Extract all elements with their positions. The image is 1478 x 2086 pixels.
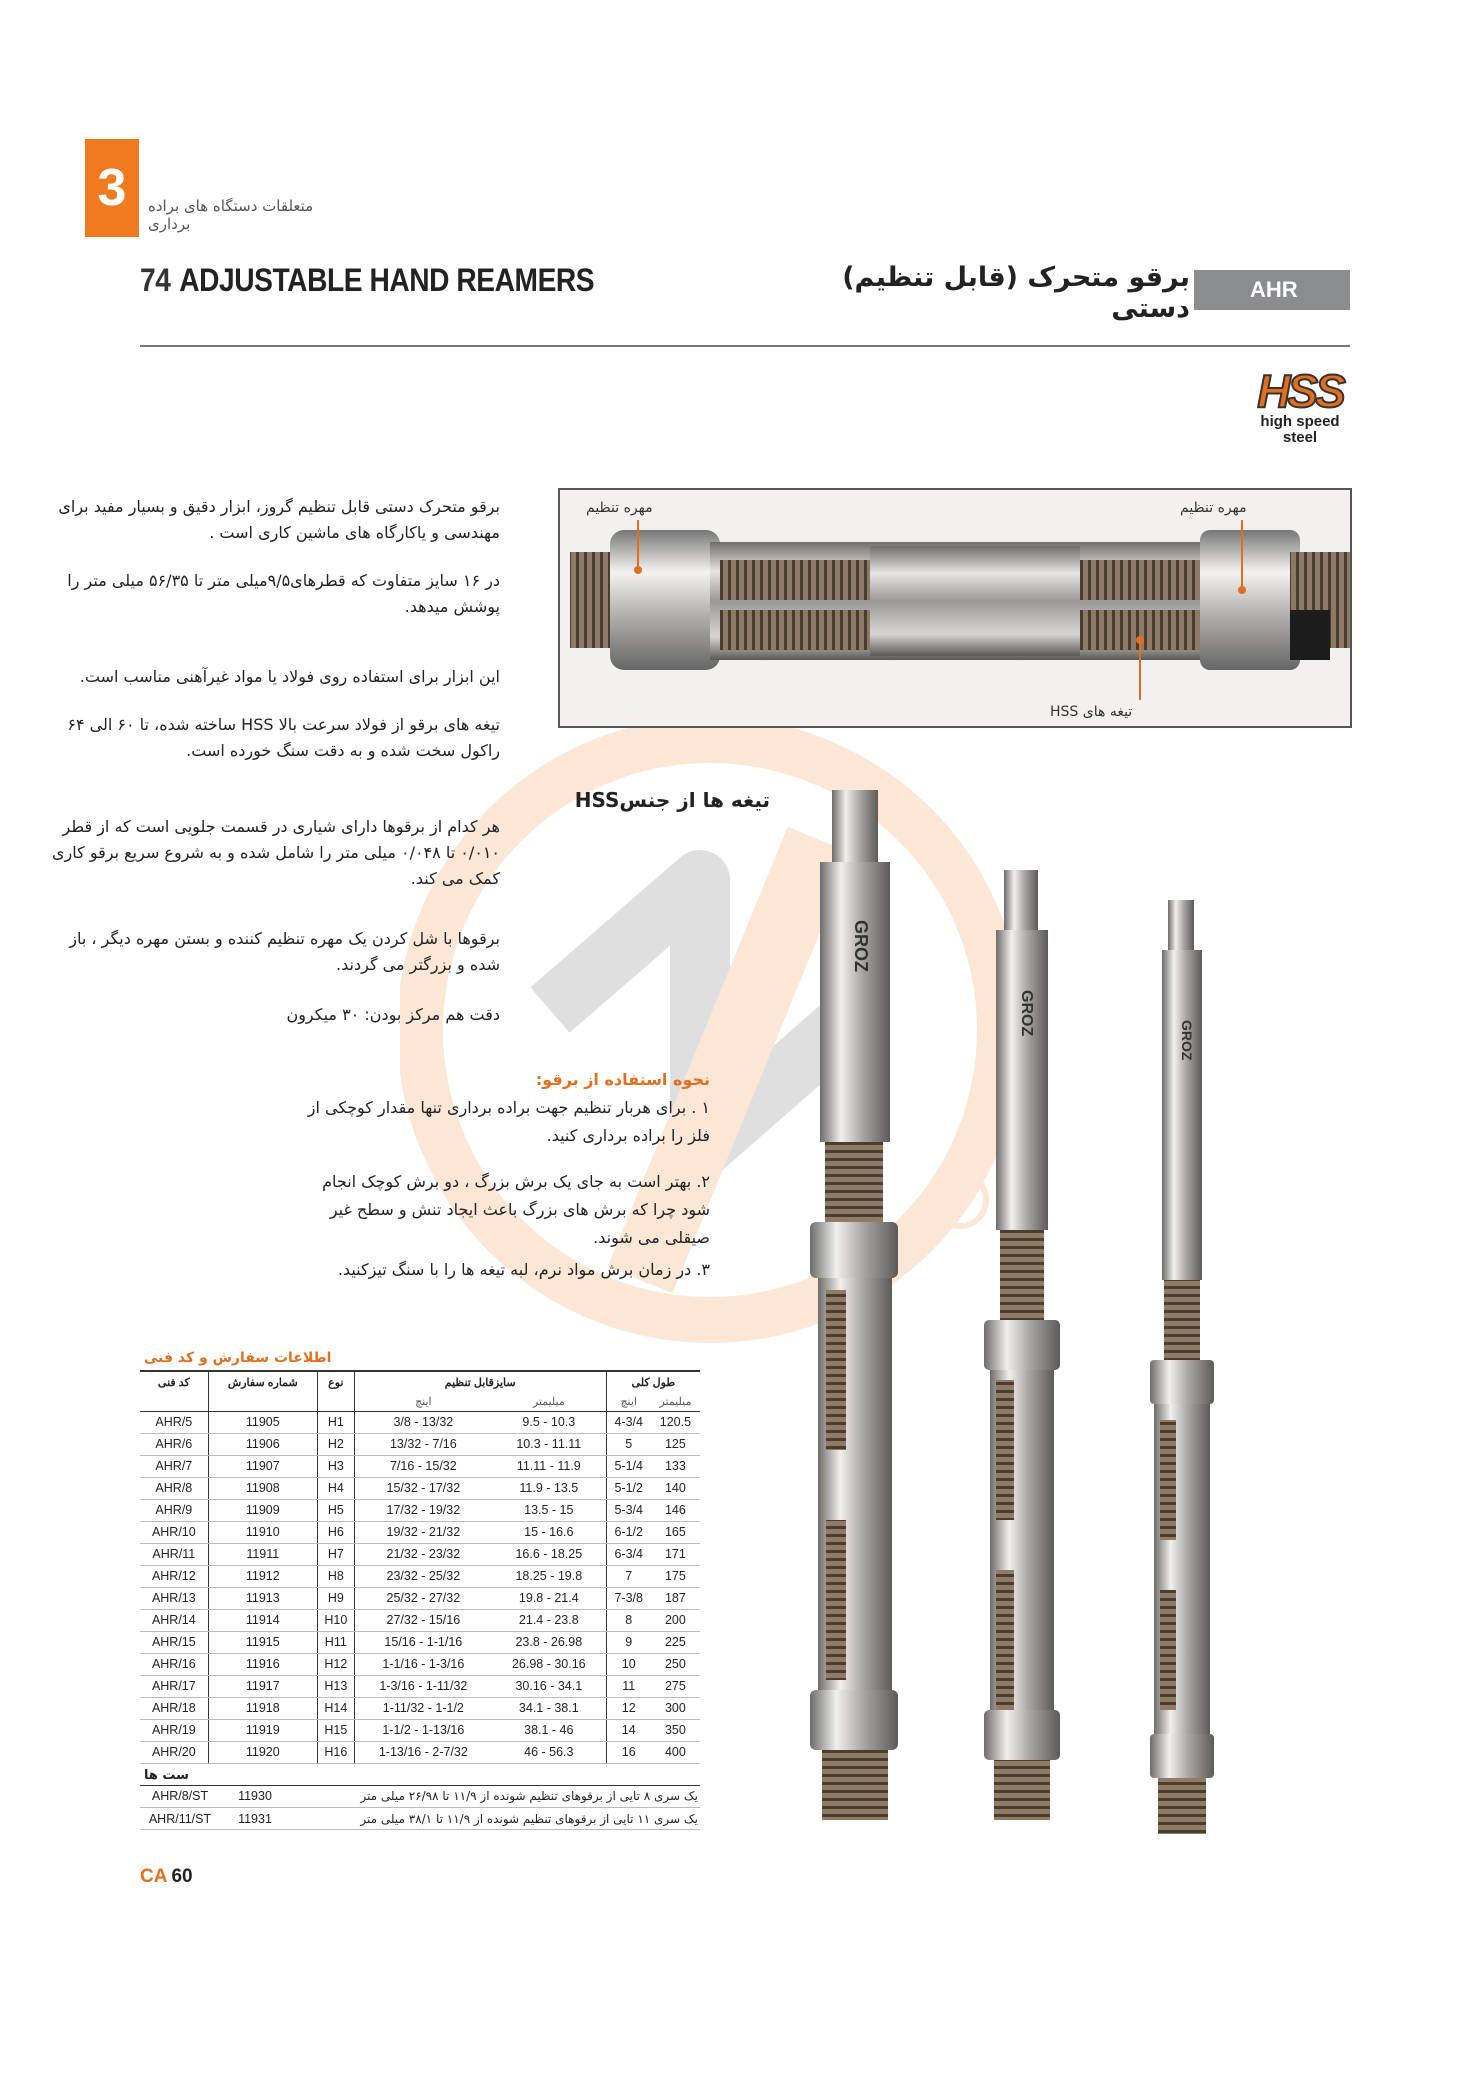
cell-code: AHR/15	[140, 1631, 208, 1653]
cell-type: H5	[317, 1499, 354, 1521]
cell-mm: 11.9 - 13.5	[492, 1477, 606, 1499]
cell-len-mm: 140	[651, 1477, 700, 1499]
groz-brand-3: GROZ	[1179, 1020, 1195, 1061]
cell-order: 11909	[208, 1499, 317, 1521]
cell-inch: 17/32 - 19/32	[354, 1499, 492, 1521]
table-row	[140, 1631, 700, 1653]
cell-type: H14	[317, 1697, 354, 1719]
cell-order: 11907	[208, 1455, 317, 1477]
cell-len-in: 12	[606, 1697, 651, 1719]
table-row	[140, 1521, 700, 1543]
cell-order: 11917	[208, 1675, 317, 1697]
reamer-medium	[984, 870, 1060, 1820]
title-fa: برقو متحرک (قابل تنظیم) دستی	[842, 262, 1190, 324]
cell-len-in: 16	[606, 1741, 651, 1763]
col-size-inch: اینچ	[354, 1393, 492, 1411]
cell-len-mm: 200	[651, 1609, 700, 1631]
col-order: شماره سفارش	[208, 1371, 317, 1393]
cell-len-in: 7	[606, 1565, 651, 1587]
hss-line1: high speed	[1260, 413, 1340, 430]
sets-title: ست ها	[140, 1764, 700, 1786]
cell-len-in: 5	[606, 1433, 651, 1455]
cell-inch: 23/32 - 25/32	[354, 1565, 492, 1587]
cell-mm: 15 - 16.6	[492, 1521, 606, 1543]
table-row	[140, 1565, 700, 1587]
product-code-tag: AHR	[1194, 270, 1350, 310]
cell-len-in: 9	[606, 1631, 651, 1653]
cell-order: 11915	[208, 1631, 317, 1653]
cell-code: AHR/14	[140, 1609, 208, 1631]
cell-code: AHR/18	[140, 1697, 208, 1719]
cell-mm: 11.11 - 11.9	[492, 1455, 606, 1477]
hss-logo	[1245, 365, 1355, 458]
cell-order: 11908	[208, 1477, 317, 1499]
cell-inch: 1-1/16 - 1-3/16	[354, 1653, 492, 1675]
set-cell-code: AHR/11/ST	[140, 1808, 220, 1830]
desc-paragraph-3: این ابزار برای استفاده روی فولاد یا مواد غیرآهنی مناسب است.	[79, 667, 500, 686]
reamer-small	[1150, 900, 1214, 1834]
cell-len-mm: 275	[651, 1675, 700, 1697]
table-row	[140, 1477, 700, 1499]
cell-code: AHR/12	[140, 1565, 208, 1587]
groz-brand-2: GROZ	[1018, 990, 1035, 1037]
sets-table	[140, 1786, 700, 1831]
cell-inch: 1-11/32 - 1-1/2	[354, 1697, 492, 1719]
cell-mm: 23.8 - 26.98	[492, 1631, 606, 1653]
cell-mm: 9.5 - 10.3	[492, 1411, 606, 1433]
reamers-photo	[790, 790, 1350, 1860]
cell-order: 11914	[208, 1609, 317, 1631]
cell-inch: 1-1/2 - 1-13/16	[354, 1719, 492, 1741]
page-prefix: CA	[140, 1866, 168, 1887]
cell-mm: 26.98 - 30.16	[492, 1653, 606, 1675]
col-len-mm: میلیمتر	[651, 1393, 700, 1411]
cell-len-mm: 125	[651, 1433, 700, 1455]
cell-inch: 25/32 - 27/32	[354, 1587, 492, 1609]
order-info-table	[140, 1350, 700, 1830]
reamer-closeup-photo	[558, 488, 1352, 728]
col-size-mm: میلیمتر	[492, 1393, 606, 1411]
table-row	[140, 1719, 700, 1741]
table-row	[140, 1499, 700, 1521]
title-number: 74	[140, 262, 171, 298]
cell-inch: 21/32 - 23/32	[354, 1543, 492, 1565]
callout-nut-left: مهره تنظیم	[586, 500, 653, 516]
cell-code: AHR/10	[140, 1521, 208, 1543]
cell-type: H10	[317, 1609, 354, 1631]
cell-mm: 46 - 56.3	[492, 1741, 606, 1763]
hss-mark: HSS	[1257, 365, 1343, 417]
cell-code: AHR/9	[140, 1499, 208, 1521]
cell-code: AHR/13	[140, 1587, 208, 1609]
cell-type: H13	[317, 1675, 354, 1697]
set-cell-order: 11930	[220, 1786, 290, 1808]
cell-inch: 1-3/16 - 1-11/32	[354, 1675, 492, 1697]
reamer-large	[810, 790, 898, 1820]
cell-order: 11919	[208, 1719, 317, 1741]
cell-len-mm: 300	[651, 1697, 700, 1719]
cell-len-in: 6-3/4	[606, 1543, 651, 1565]
table-row	[140, 1543, 700, 1565]
cell-order: 11918	[208, 1697, 317, 1719]
cell-len-in: 14	[606, 1719, 651, 1741]
callout-blades: تیغه های HSS	[1050, 704, 1133, 720]
usage-step-3: ۳. در زمان برش مواد نرم، لبه تیغه ها را با سنگ تیزکنید.	[337, 1260, 710, 1279]
cell-order: 11912	[208, 1565, 317, 1587]
set-cell-desc: یک سری ۱۱ تایی از برقوهای تنظیم شونده از ۱۱/۹ تا ۳۸/۱ میلی متر	[290, 1808, 700, 1830]
table-row	[140, 1455, 700, 1477]
cell-code: AHR/19	[140, 1719, 208, 1741]
cell-mm: 18.25 - 19.8	[492, 1565, 606, 1587]
cell-inch: 3/8 - 13/32	[354, 1411, 492, 1433]
cell-type: H3	[317, 1455, 354, 1477]
cell-inch: 1-13/16 - 2-7/32	[354, 1741, 492, 1763]
cell-inch: 15/32 - 17/32	[354, 1477, 492, 1499]
cell-len-in: 4-3/4	[606, 1411, 651, 1433]
cell-order: 11916	[208, 1653, 317, 1675]
cell-len-mm: 120.5	[651, 1411, 700, 1433]
cell-type: H4	[317, 1477, 354, 1499]
cell-len-mm: 133	[651, 1455, 700, 1477]
cell-inch: 13/32 - 7/16	[354, 1433, 492, 1455]
cell-code: AHR/7	[140, 1455, 208, 1477]
page-title	[140, 262, 594, 299]
cell-type: H1	[317, 1411, 354, 1433]
cell-order: 11905	[208, 1411, 317, 1433]
page-number	[140, 1866, 193, 1888]
col-len-inch: اینچ	[606, 1393, 651, 1411]
cell-code: AHR/8	[140, 1477, 208, 1499]
cell-len-in: 5-3/4	[606, 1499, 651, 1521]
cell-len-in: 7-3/8	[606, 1587, 651, 1609]
cell-code: AHR/16	[140, 1653, 208, 1675]
desc-paragraph-7: دقت هم مرکز بودن: ۳۰ میکرون	[286, 1005, 500, 1024]
cell-type: H11	[317, 1631, 354, 1653]
col-overall-length: طول کلی	[606, 1371, 700, 1393]
cell-len-in: 8	[606, 1609, 651, 1631]
chapter-number: 3	[97, 159, 127, 217]
desc-paragraph-1: برقو متحرک دستی قابل تنظیم گروز، ابزار دقیق و بسیار مفید برای مهندسی و یاکارگاه های ماشین کاری است .	[58, 497, 500, 542]
cell-mm: 16.6 - 18.25	[492, 1543, 606, 1565]
cell-len-in: 5-1/4	[606, 1455, 651, 1477]
table-row	[140, 1587, 700, 1609]
table-row	[140, 1433, 700, 1455]
cell-type: H7	[317, 1543, 354, 1565]
cell-type: H16	[317, 1741, 354, 1763]
cell-inch: 27/32 - 15/16	[354, 1609, 492, 1631]
cell-code: AHR/5	[140, 1411, 208, 1433]
set-cell-order: 11931	[220, 1808, 290, 1830]
usage-step-2: ۲. بهتر است به جای یک برش بزرگ ، دو برش کوچک انجام شود چرا که برش های بزرگ باعث ایجاد تنش و سطح غیر صیقلی می شوند.	[322, 1172, 710, 1247]
cell-inch: 15/16 - 1-1/16	[354, 1631, 492, 1653]
cell-type: H12	[317, 1653, 354, 1675]
cell-type: H2	[317, 1433, 354, 1455]
table-row	[140, 1741, 700, 1763]
table-title: اطلاعات سفارش و کد فنی	[144, 1350, 332, 1366]
cell-len-mm: 165	[651, 1521, 700, 1543]
cell-len-mm: 187	[651, 1587, 700, 1609]
cell-mm: 30.16 - 34.1	[492, 1675, 606, 1697]
cell-mm: 21.4 - 23.8	[492, 1609, 606, 1631]
cell-order: 11910	[208, 1521, 317, 1543]
table-row	[140, 1675, 700, 1697]
cell-len-in: 11	[606, 1675, 651, 1697]
cell-len-in: 5-1/2	[606, 1477, 651, 1499]
cell-type: H8	[317, 1565, 354, 1587]
cell-len-mm: 350	[651, 1719, 700, 1741]
cell-len-mm: 250	[651, 1653, 700, 1675]
cell-type: H15	[317, 1719, 354, 1741]
cell-len-mm: 146	[651, 1499, 700, 1521]
reamer-closeup-illustration	[560, 490, 1352, 728]
table-row	[140, 1609, 700, 1631]
cell-type: H9	[317, 1587, 354, 1609]
col-type: نوع	[317, 1371, 354, 1393]
set-row	[140, 1786, 700, 1808]
usage-step-1: ۱ . برای هربار تنظیم جهت براده برداری تنها مقدار کوچکی از فلز را براده برداری کنید.	[307, 1098, 710, 1145]
cell-mm: 13.5 - 15	[492, 1499, 606, 1521]
desc-paragraph-4: تیغه های برقو از فولاد سرعت بالا HSS ساخته شده، تا ۶۰ الی ۶۴ راکول سخت شده و به دقت سنگ خورده است.	[67, 715, 500, 760]
usage-title: نحوه استفاده از برقو:	[535, 1070, 710, 1089]
cell-len-in: 10	[606, 1653, 651, 1675]
table-row	[140, 1653, 700, 1675]
cell-order: 11913	[208, 1587, 317, 1609]
table-row	[140, 1697, 700, 1719]
cell-len-mm: 400	[651, 1741, 700, 1763]
cell-len-mm: 171	[651, 1543, 700, 1565]
cell-inch: 7/16 - 15/32	[354, 1455, 492, 1477]
cell-mm: 34.1 - 38.1	[492, 1697, 606, 1719]
cell-mm: 38.1 - 46	[492, 1719, 606, 1741]
chapter-badge	[85, 139, 139, 237]
spec-table	[140, 1370, 700, 1764]
col-code: کد فنی	[140, 1371, 208, 1393]
cell-order: 11920	[208, 1741, 317, 1763]
chapter-title: متعلقات دستگاه های براده برداری	[148, 197, 314, 233]
desc-paragraph-6: برقوها با شل کردن یک مهره تنظیم کننده و بستن مهره دیگر ، باز شده و بزرگتر می گردند.	[69, 929, 500, 974]
desc-paragraph-5: هر کدام از برقوها دارای شیاری در قسمت جلویی است که از قطر ۰/۰۱۰ تا ۰/۰۴۸ میلی متر را شامل شده و به شروع سریع برقو کاری کمک می کند.	[52, 817, 500, 888]
set-cell-desc: یک سری ۸ تایی از برقوهای تنظیم شونده از ۱۱/۹ تا ۲۶/۹۸ میلی متر	[290, 1786, 700, 1808]
col-size-range: سایزقابل تنظیم	[354, 1371, 606, 1393]
groz-brand-1: GROZ	[851, 920, 871, 972]
cell-code: AHR/17	[140, 1675, 208, 1697]
cell-len-in: 6-1/2	[606, 1521, 651, 1543]
cell-code: AHR/20	[140, 1741, 208, 1763]
cell-len-mm: 175	[651, 1565, 700, 1587]
title-en: ADJUSTABLE HAND REAMERS	[179, 262, 595, 298]
cell-type: H6	[317, 1521, 354, 1543]
cell-len-mm: 225	[651, 1631, 700, 1653]
cell-mm: 19.8 - 21.4	[492, 1587, 606, 1609]
blades-material-label: تیغه ها از جنسHSS	[574, 788, 770, 812]
cell-code: AHR/6	[140, 1433, 208, 1455]
set-cell-code: AHR/8/ST	[140, 1786, 220, 1808]
cell-code: AHR/11	[140, 1543, 208, 1565]
set-row	[140, 1808, 700, 1830]
cell-order: 11911	[208, 1543, 317, 1565]
callout-nut-right: مهره تنظیم	[1180, 500, 1247, 516]
cell-inch: 19/32 - 21/32	[354, 1521, 492, 1543]
cell-mm: 10.3 - 11.11	[492, 1433, 606, 1455]
desc-paragraph-2: در ۱۶ سایز متفاوت که قطرهای۹/۵میلی متر تا ۵۶/۳۵ میلی متر را پوشش میدهد.	[67, 571, 500, 616]
table-row	[140, 1411, 700, 1433]
hss-line2: steel	[1282, 429, 1318, 446]
header-divider	[140, 345, 1350, 347]
cell-order: 11906	[208, 1433, 317, 1455]
page-num: 60	[171, 1866, 193, 1887]
